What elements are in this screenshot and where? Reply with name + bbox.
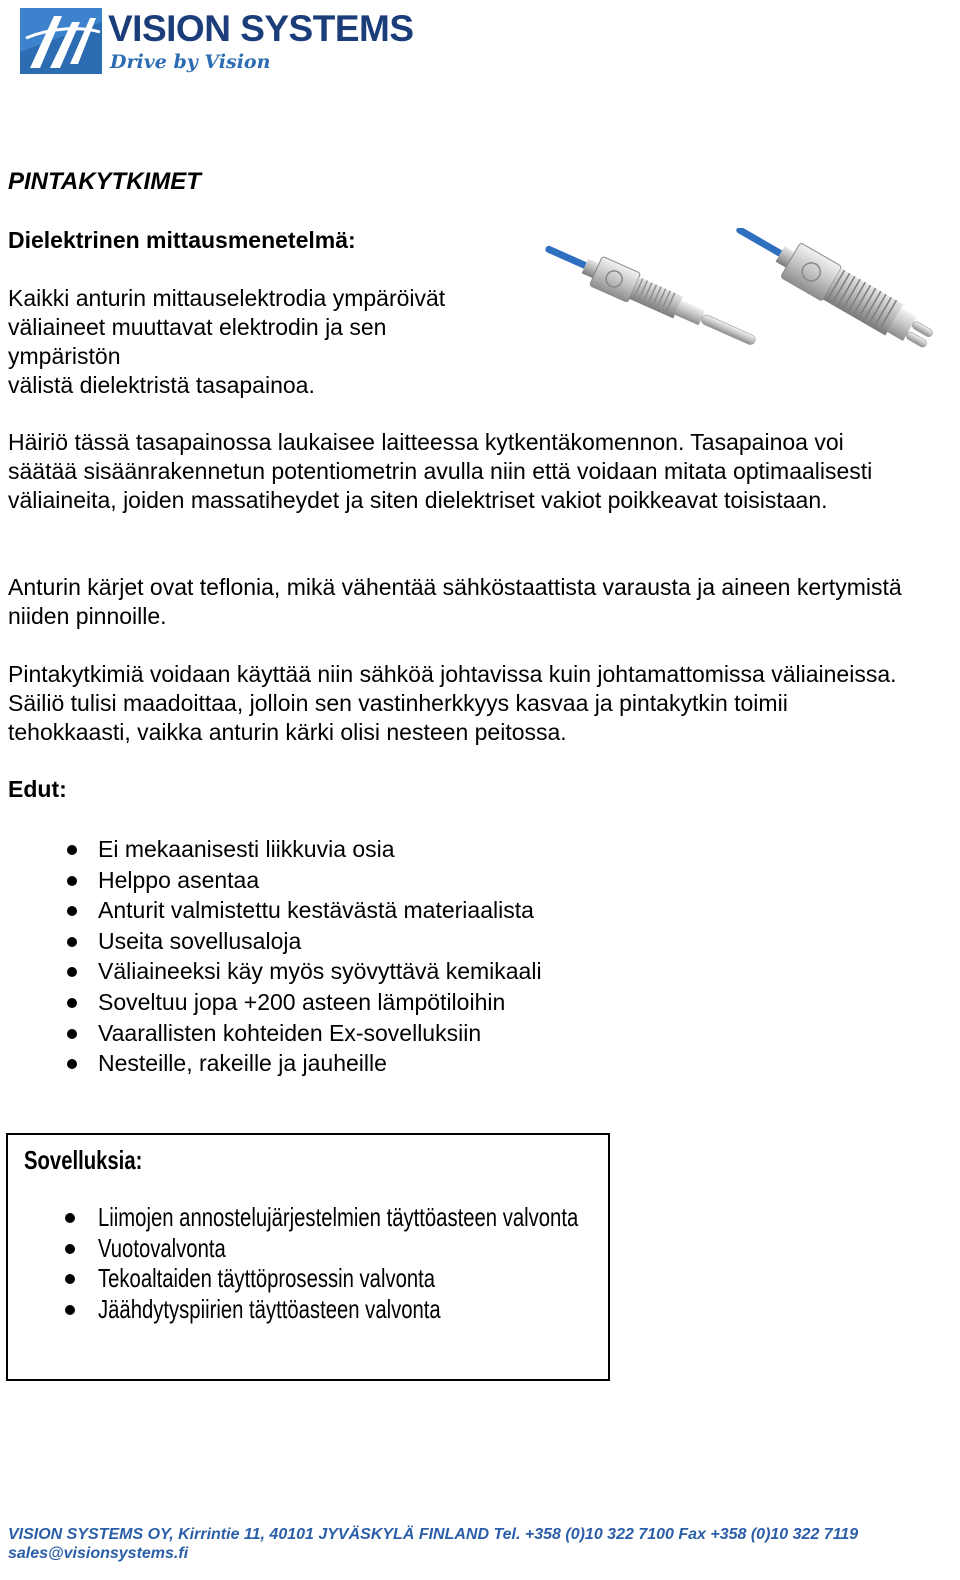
benefit-item: Vaarallisten kohteiden Ex-sovelluksiin <box>8 1018 708 1049</box>
application-item <box>8 1294 608 1325</box>
sensor-product-image <box>525 228 955 388</box>
document-title: PINTAKYTKIMET <box>8 168 201 195</box>
benefit-item: Helppo asentaa <box>8 865 708 896</box>
benefit-item: Anturit valmistettu kestävästä materiaalista <box>8 895 708 926</box>
application-text: Liimojen annostelujärjestelmien täyttöasteen valvonta <box>98 1202 579 1232</box>
benefit-item: Väliaineeksi käy myös syövyttävä kemikaali <box>8 956 708 987</box>
balance-paragraph: Häiriö tässä tasapainossa laukaisee laitteessa kytkentäkomennon. Tasapainoa voi säätää sisäänrakennetun potentiometrin avulla niin että voidaan mitata optimaalisesti väliaineita, joiden massatiheydet ja siten dielektriset vakiot poikkeavat toisistaan. <box>8 429 873 513</box>
sensor-left <box>539 234 761 356</box>
intro-line: Kaikki anturin mittauselektrodia ympäröivät <box>8 285 446 311</box>
footer-address: VISION SYSTEMS OY, Kirrintie 11, 40101 JYVÄSKYLÄ FINLAND Tel. +358 (0)10 322 7100 Fax +358 (0)10 322 7119 <box>8 1526 859 1543</box>
benefit-item: Ei mekaanisesti liikkuvia osia <box>8 834 708 865</box>
applications-list <box>8 1202 608 1324</box>
applications-box <box>6 1133 610 1381</box>
intro-line: ympäristön <box>8 343 121 369</box>
benefits-heading: Edut: <box>8 776 67 802</box>
intro-line: väliaineet muuttavat elektrodin ja sen <box>8 314 387 340</box>
company-logo <box>20 6 440 80</box>
application-text: Jäähdytyspiirien täyttöasteen valvonta <box>98 1293 441 1324</box>
logo-mark-icon <box>20 8 102 74</box>
logo-title: VISION SYSTEMS <box>108 8 414 49</box>
usage-paragraph: Pintakytkimiä voidaan käyttää niin sähköä johtavissa kuin johtamattomissa väliaineissa. Säiliö tulisi maadoittaa, jolloin sen vastinherkkyys kasvaa ja pintakytkin toimii tehokkaasti, vaikka anturin kärki olisi nesteen peitossa. <box>8 661 897 745</box>
application-text: Vuotovalvonta <box>98 1232 226 1263</box>
benefit-item: Useita sovellusaloja <box>8 926 708 957</box>
method-heading: Dielektrinen mittausmenetelmä: <box>8 227 356 253</box>
application-text: Tekoaltaiden täyttöprosessin valvonta <box>98 1263 436 1294</box>
logo-tagline: Drive by Vision <box>110 51 271 73</box>
intro-paragraph <box>8 284 518 400</box>
application-item <box>8 1263 608 1294</box>
benefits-list <box>8 834 708 1079</box>
benefit-item: Soveltuu jopa +200 asteen lämpötiloihin <box>8 987 708 1018</box>
applications-heading: Sovelluksia: <box>24 1145 143 1175</box>
footer <box>8 1525 953 1563</box>
benefit-item: Nesteille, rakeille ja jauheille <box>8 1048 708 1079</box>
application-item <box>8 1233 608 1264</box>
footer-email[interactable]: sales@visionsystems.fi <box>8 1545 189 1562</box>
sensor-right <box>727 228 939 357</box>
teflon-paragraph: Anturin kärjet ovat teflonia, mikä vähentää sähköstaattista varausta ja aineen kertymistä niiden pinnoille. <box>8 574 902 629</box>
application-item <box>8 1202 608 1233</box>
intro-line: välistä dielektristä tasapainoa. <box>8 372 315 398</box>
